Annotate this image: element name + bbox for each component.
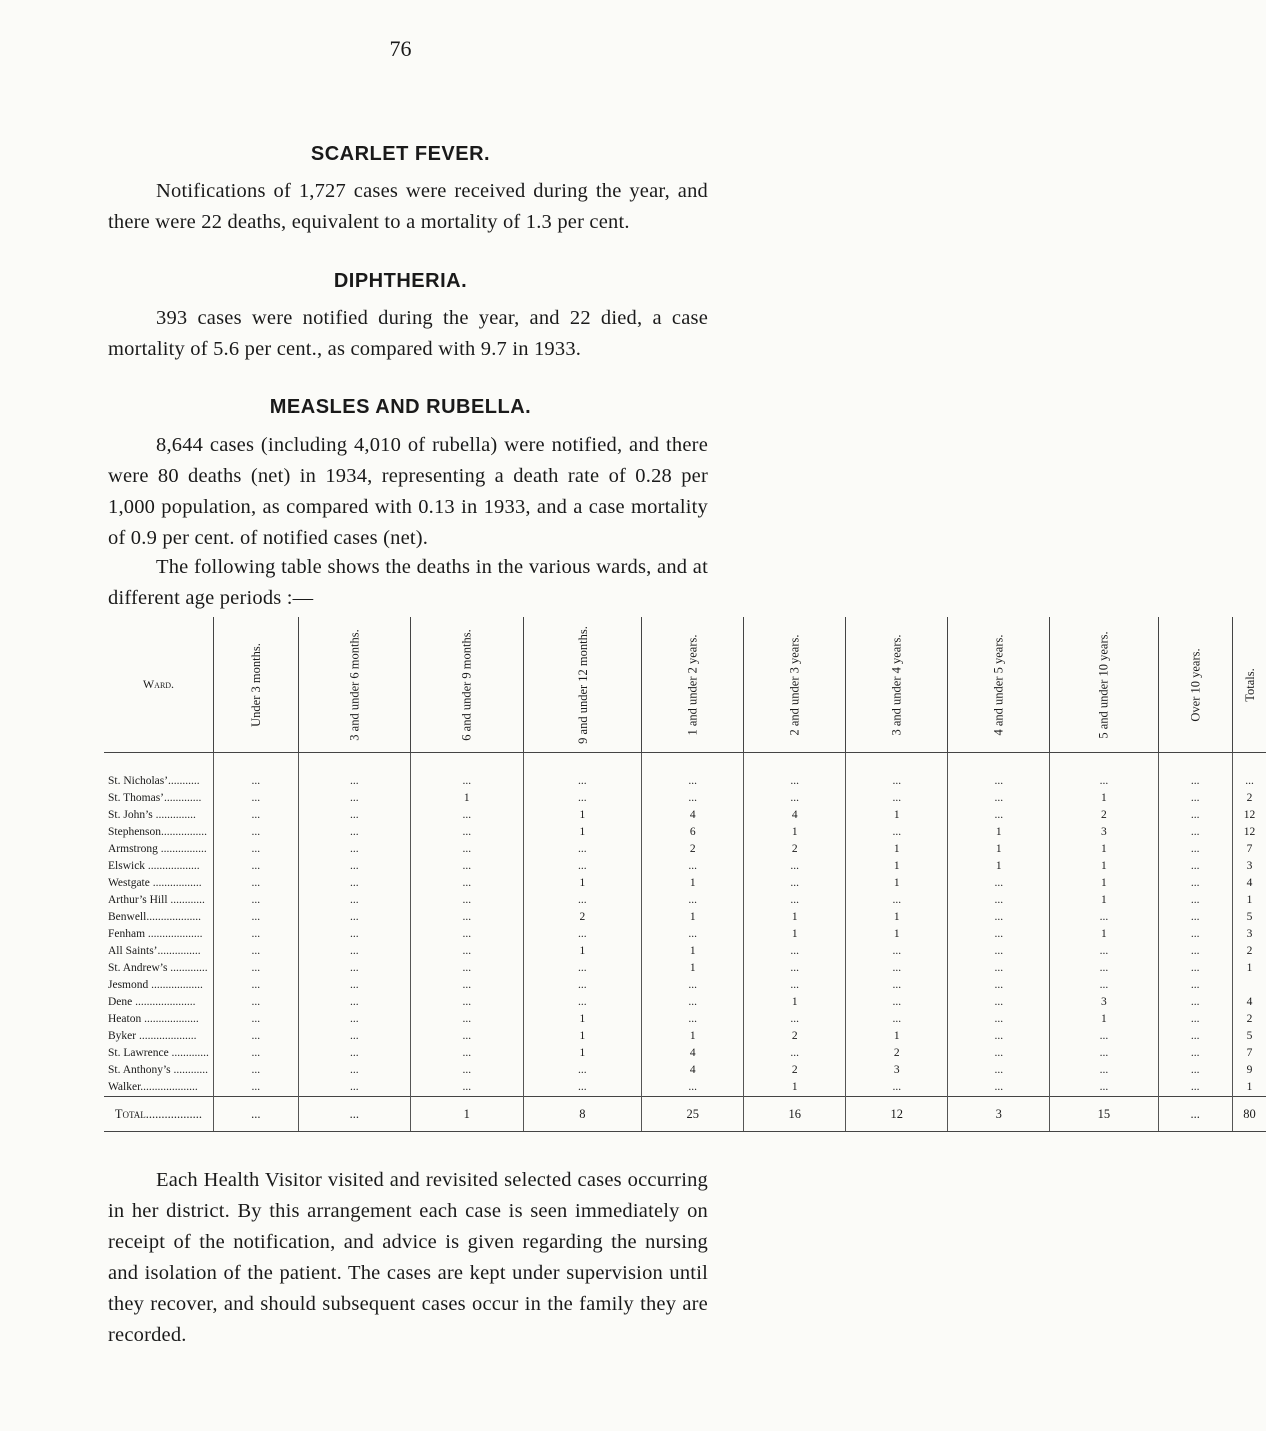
table-cell: 1 [1050, 841, 1158, 858]
table-cell: ... [846, 790, 948, 807]
table-cell: ... [1050, 1062, 1158, 1079]
ward-name: Arthur’s Hill ............ [108, 894, 205, 906]
table-cell: 1 [1050, 875, 1158, 892]
table-cell: ... [213, 926, 298, 943]
table-cell: ... [948, 926, 1050, 943]
table-cell: ... [213, 994, 298, 1011]
table-cell: 1 [642, 943, 744, 960]
table-cell: 1 [642, 1028, 744, 1045]
column-header: 1 and under 2 years. [642, 617, 744, 753]
table-row [104, 1079, 1266, 1097]
table-cell: ... [642, 926, 744, 943]
table-cell: ... [523, 790, 642, 807]
table-cell: ... [411, 943, 523, 960]
table-cell: 1 [1232, 892, 1266, 909]
table-cell: 1 [744, 926, 846, 943]
table-cell: ... [1050, 773, 1158, 790]
column-header: 3 and under 6 months. [298, 617, 410, 753]
column-header: 9 and under 12 months. [523, 617, 642, 753]
diphtheria-heading: DIPHTHERIA. [333, 270, 468, 292]
table-cell: ... [1050, 943, 1158, 960]
table-cell: ... [642, 790, 744, 807]
table-cell: 1 [523, 1011, 642, 1028]
table-cell: 5 [1232, 909, 1266, 926]
table-cell: 2 [744, 841, 846, 858]
table-cell: ... [1158, 875, 1232, 892]
table-cell: ... [1158, 773, 1232, 790]
table-cell: ... [411, 892, 523, 909]
table-cell: 1 [744, 824, 846, 841]
measles-heading: MEASLES AND RUBELLA. [269, 396, 532, 418]
table-row [104, 790, 1266, 807]
table-cell: ... [523, 773, 642, 790]
table-cell: ... [298, 960, 410, 977]
table-cell: ... [744, 875, 846, 892]
table-row [104, 1028, 1266, 1045]
table-cell: 1 [1050, 858, 1158, 875]
total-cell: 3 [948, 1097, 1050, 1132]
table-cell: 2 [1050, 807, 1158, 824]
table-cell: ... [213, 841, 298, 858]
table-cell: ... [523, 1062, 642, 1079]
table-cell: ... [1158, 858, 1232, 875]
table-cell: ... [846, 892, 948, 909]
table-row [104, 841, 1266, 858]
table-row [104, 960, 1266, 977]
table-cell: 2 [1232, 790, 1266, 807]
table-cell: ... [642, 994, 744, 1011]
table-cell: 4 [744, 807, 846, 824]
table-cell: ... [1158, 841, 1232, 858]
table-cell: ... [1158, 807, 1232, 824]
table-cell: 1 [846, 807, 948, 824]
table-cell: ... [213, 824, 298, 841]
table-cell: ... [744, 977, 846, 994]
ward-name: Walker.................... [108, 1081, 198, 1093]
total-cell: ... [1158, 1097, 1232, 1132]
ward-name: Armstrong ................ [108, 843, 207, 855]
table-cell: 1 [1050, 892, 1158, 909]
table-cell: 3 [1050, 824, 1158, 841]
table-cell: ... [948, 977, 1050, 994]
table-cell: 1 [523, 875, 642, 892]
table-cell: 7 [1232, 841, 1266, 858]
diphtheria-paragraph: 393 cases were notified during the year, and 22 died, a case mortality of 5.6 per cent., as compared with 9.7 in 1933. [108, 307, 708, 360]
table-intro-paragraph: The following table shows the deaths in the various wards, and at different age periods :— [108, 556, 708, 609]
table-cell: ... [298, 1079, 410, 1097]
table-cell: 6 [642, 824, 744, 841]
table-cell: 2 [523, 909, 642, 926]
table-cell: ... [411, 1062, 523, 1079]
table-cell: 3 [1050, 994, 1158, 1011]
table-cell: ... [642, 977, 744, 994]
table-cell: ... [411, 977, 523, 994]
table-cell: ... [948, 892, 1050, 909]
table-cell: ... [948, 1011, 1050, 1028]
table-cell: 2 [1232, 943, 1266, 960]
table-cell: 1 [846, 875, 948, 892]
table-cell: ... [298, 1011, 410, 1028]
table-cell: ... [948, 943, 1050, 960]
table-cell: 2 [1232, 1011, 1266, 1028]
ward-name: St. Thomas’............. [108, 792, 202, 804]
total-cell: ... [298, 1097, 410, 1132]
table-cell: ... [846, 773, 948, 790]
table-cell: 3 [1232, 858, 1266, 875]
table-cell: 1 [642, 960, 744, 977]
table-cell: ... [744, 892, 846, 909]
table-cell: 4 [642, 1045, 744, 1062]
table-cell: ... [1158, 1079, 1232, 1097]
table-cell: ... [1158, 1011, 1232, 1028]
table-cell: ... [213, 943, 298, 960]
table-cell: 5 [1232, 1028, 1266, 1045]
table-cell: ... [213, 977, 298, 994]
table-cell: ... [213, 773, 298, 790]
table-cell: 1 [744, 994, 846, 1011]
table-cell: ... [411, 875, 523, 892]
ward-column-header: Ward. [104, 617, 213, 753]
table-cell: 4 [1232, 875, 1266, 892]
table-cell: ... [1050, 977, 1158, 994]
table-cell: ... [846, 977, 948, 994]
table-cell: ... [523, 892, 642, 909]
table-cell: ... [744, 858, 846, 875]
table-cell: ... [523, 960, 642, 977]
table-cell: ... [948, 1045, 1050, 1062]
column-header: Over 10 years. [1158, 617, 1232, 753]
table-cell: ... [1050, 1028, 1158, 1045]
table-cell: ... [213, 1079, 298, 1097]
table-cell: 12 [1232, 824, 1266, 841]
table-row [104, 1062, 1266, 1079]
table-cell: ... [213, 1011, 298, 1028]
table-cell: ... [744, 790, 846, 807]
table-cell: ... [744, 960, 846, 977]
ward-name: Westgate ................. [108, 877, 202, 889]
ward-name: Byker .................... [108, 1030, 197, 1042]
column-header: Totals. [1232, 617, 1266, 753]
table-cell: ... [1158, 977, 1232, 994]
table-cell: 1 [1050, 926, 1158, 943]
table-cell: 3 [1232, 926, 1266, 943]
table-cell: 1 [1050, 1011, 1158, 1028]
table-cell: 1 [948, 824, 1050, 841]
table-cell: ... [1232, 773, 1266, 790]
table-cell: ... [213, 875, 298, 892]
table-cell: 9 [1232, 1062, 1266, 1079]
table-cell: ... [1050, 1045, 1158, 1062]
table-cell: ... [642, 858, 744, 875]
table-cell: ... [411, 926, 523, 943]
table-row [104, 1011, 1266, 1028]
table-cell: 1 [846, 841, 948, 858]
table-cell: ... [298, 1045, 410, 1062]
table-cell: ... [1158, 909, 1232, 926]
table-cell: ... [298, 824, 410, 841]
table-header-row [104, 617, 1266, 753]
total-row [104, 1097, 1266, 1132]
table-cell: ... [411, 994, 523, 1011]
table-row [104, 909, 1266, 926]
table-cell: ... [948, 994, 1050, 1011]
total-cell: 8 [523, 1097, 642, 1132]
table-cell: ... [298, 875, 410, 892]
table-cell: ... [1050, 909, 1158, 926]
table-cell: ... [298, 1028, 410, 1045]
table-cell: 2 [642, 841, 744, 858]
table-cell: 4 [1232, 994, 1266, 1011]
table-cell: 3 [846, 1062, 948, 1079]
ward-name: St. Anthony’s ............ [108, 1064, 209, 1076]
table-cell: ... [948, 1062, 1050, 1079]
total-cell: ... [213, 1097, 298, 1132]
table-cell: ... [642, 1011, 744, 1028]
table-cell: ... [1050, 1079, 1158, 1097]
deaths-by-ward-table [104, 617, 1266, 1132]
table-cell: ... [948, 790, 1050, 807]
table-cell: ... [1158, 1045, 1232, 1062]
table-cell: ... [642, 892, 744, 909]
table-cell: ... [298, 790, 410, 807]
table-cell: ... [948, 875, 1050, 892]
ward-name: Stephenson................ [108, 826, 208, 838]
scarlet-fever-heading: SCARLET FEVER. [310, 143, 491, 165]
table-cell: 1 [846, 926, 948, 943]
table-cell: ... [298, 994, 410, 1011]
table-cell: ... [523, 977, 642, 994]
table-cell: 2 [846, 1045, 948, 1062]
table-cell: 1 [523, 824, 642, 841]
table-cell: ... [744, 1011, 846, 1028]
table-cell: ... [1158, 790, 1232, 807]
table-cell: ... [1158, 1062, 1232, 1079]
table-cell: 1 [523, 943, 642, 960]
table-cell: ... [523, 858, 642, 875]
table-cell: ... [298, 773, 410, 790]
table-cell: ... [298, 977, 410, 994]
table-cell: ... [1158, 1028, 1232, 1045]
table-cell: ... [523, 994, 642, 1011]
closing-paragraph: Each Health Visitor visited and revisited selected cases occurring in her district. By this arrangement each case is seen immediately on receipt of the notification, and advice is given regarding the nursing and isolation of the patient. The cases are kept under supervision until they recover, and should subsequent cases occur in the family they are recorded. [108, 1169, 708, 1346]
column-header: 3 and under 4 years. [846, 617, 948, 753]
table-cell: ... [298, 807, 410, 824]
table-cell [1232, 977, 1266, 994]
table-cell: ... [642, 1079, 744, 1097]
ward-name: Dene ..................... [108, 996, 196, 1008]
table-cell: 1 [1232, 1079, 1266, 1097]
table-cell: ... [642, 773, 744, 790]
table-cell: 2 [744, 1062, 846, 1079]
table-cell: ... [523, 841, 642, 858]
table-row [104, 807, 1266, 824]
table-cell: ... [744, 943, 846, 960]
ward-name: All Saints’............... [108, 945, 201, 957]
table-row [104, 943, 1266, 960]
total-cell: 16 [744, 1097, 846, 1132]
table-cell: ... [948, 1079, 1050, 1097]
table-row [104, 858, 1266, 875]
table-cell: ... [523, 1079, 642, 1097]
table-cell: ... [213, 909, 298, 926]
table-cell: ... [213, 1062, 298, 1079]
table-row [104, 875, 1266, 892]
table-cell: 1 [846, 1028, 948, 1045]
table-cell: ... [298, 841, 410, 858]
table-cell: ... [846, 960, 948, 977]
table-cell: ... [1158, 926, 1232, 943]
table-cell: 1 [1050, 790, 1158, 807]
table-cell: 1 [642, 909, 744, 926]
table-cell: ... [523, 926, 642, 943]
table-cell: 1 [523, 1045, 642, 1062]
table-cell: 1 [948, 841, 1050, 858]
table-cell: ... [298, 943, 410, 960]
table-cell: ... [213, 807, 298, 824]
table-cell: 2 [744, 1028, 846, 1045]
table-cell: 4 [642, 807, 744, 824]
table-cell: ... [411, 1045, 523, 1062]
table-cell: 1 [523, 807, 642, 824]
table-cell: ... [1158, 892, 1232, 909]
measles-paragraph: 8,644 cases (including 4,010 of rubella) were notified, and there were 80 deaths (net) in 1934, representing a death rate of 0.28 per 1,000 population, as compared with 0.13 in 1933, and a case mortality of 0.9 per cent. of notified cases (net). [108, 434, 708, 549]
ward-name: Benwell................... [108, 911, 201, 923]
table-cell: ... [213, 858, 298, 875]
total-label: Total.................. [104, 1097, 213, 1132]
table-row [104, 1045, 1266, 1062]
total-cell: 80 [1232, 1097, 1266, 1132]
table-cell: ... [411, 960, 523, 977]
table-cell: 12 [1232, 807, 1266, 824]
table-cell: 1 [1232, 960, 1266, 977]
table-cell: ... [411, 858, 523, 875]
table-cell: ... [744, 773, 846, 790]
table-cell: ... [213, 892, 298, 909]
ward-name: Jesmond .................. [108, 979, 203, 991]
table-cell: ... [846, 994, 948, 1011]
table-cell: ... [411, 1011, 523, 1028]
table-cell: ... [1158, 943, 1232, 960]
table-cell: ... [846, 1079, 948, 1097]
table-cell: ... [411, 1079, 523, 1097]
table-cell: 7 [1232, 1045, 1266, 1062]
table-cell: ... [213, 1028, 298, 1045]
table-cell: ... [1158, 960, 1232, 977]
table-cell: ... [744, 1045, 846, 1062]
table-cell: 1 [846, 909, 948, 926]
total-cell: 1 [411, 1097, 523, 1132]
column-header: 5 and under 10 years. [1050, 617, 1158, 753]
table-cell: ... [1050, 960, 1158, 977]
table-cell: ... [948, 773, 1050, 790]
table-cell: ... [298, 892, 410, 909]
ward-name: St. Andrew’s ............. [108, 962, 208, 974]
table-cell: 1 [948, 858, 1050, 875]
total-cell: 12 [846, 1097, 948, 1132]
ward-name: Heaton ................... [108, 1013, 199, 1025]
table-cell: ... [298, 909, 410, 926]
table-row [104, 926, 1266, 943]
column-header: 6 and under 9 months. [411, 617, 523, 753]
column-header: Under 3 months. [213, 617, 298, 753]
table-cell: ... [948, 1028, 1050, 1045]
ward-name: St. Lawrence ............. [108, 1047, 209, 1059]
table-cell: ... [411, 824, 523, 841]
table-cell: ... [298, 858, 410, 875]
table-cell: 1 [846, 858, 948, 875]
scarlet-fever-paragraph: Notifications of 1,727 cases were received during the year, and there were 22 deaths, equivalent to a mortality of 1.3 per cent. [108, 180, 708, 233]
table-cell: ... [298, 1062, 410, 1079]
table-cell: ... [411, 807, 523, 824]
table-cell: 1 [642, 875, 744, 892]
table-cell: 1 [744, 909, 846, 926]
column-header: 2 and under 3 years. [744, 617, 846, 753]
ward-name: Elswick .................. [108, 860, 200, 872]
table-cell: ... [411, 841, 523, 858]
table-cell: ... [846, 943, 948, 960]
table-cell: ... [213, 1045, 298, 1062]
table-cell: ... [411, 773, 523, 790]
table-row [104, 977, 1266, 994]
table-cell: ... [948, 807, 1050, 824]
table-cell: ... [411, 1028, 523, 1045]
table-cell: ... [948, 960, 1050, 977]
column-header: 4 and under 5 years. [948, 617, 1050, 753]
page-number: 76 [389, 36, 412, 61]
table-cell: ... [213, 960, 298, 977]
ward-name: St. John’s .............. [108, 809, 196, 821]
ward-name: St. Nicholas’........... [108, 775, 200, 787]
table-cell: ... [298, 926, 410, 943]
table-row [104, 892, 1266, 909]
table-row [104, 773, 1266, 790]
table-cell: 1 [744, 1079, 846, 1097]
table-cell: ... [846, 824, 948, 841]
table-cell: ... [213, 790, 298, 807]
total-cell: 25 [642, 1097, 744, 1132]
table-row [104, 994, 1266, 1011]
table-row [104, 824, 1266, 841]
table-cell: ... [1158, 994, 1232, 1011]
table-cell: ... [411, 909, 523, 926]
table-cell: ... [1158, 824, 1232, 841]
table-cell: 1 [411, 790, 523, 807]
total-cell: 15 [1050, 1097, 1158, 1132]
ward-name: Fenham ................... [108, 928, 203, 940]
table-cell: ... [948, 909, 1050, 926]
table-cell: ... [846, 1011, 948, 1028]
table-cell: 1 [523, 1028, 642, 1045]
table-cell: 4 [642, 1062, 744, 1079]
